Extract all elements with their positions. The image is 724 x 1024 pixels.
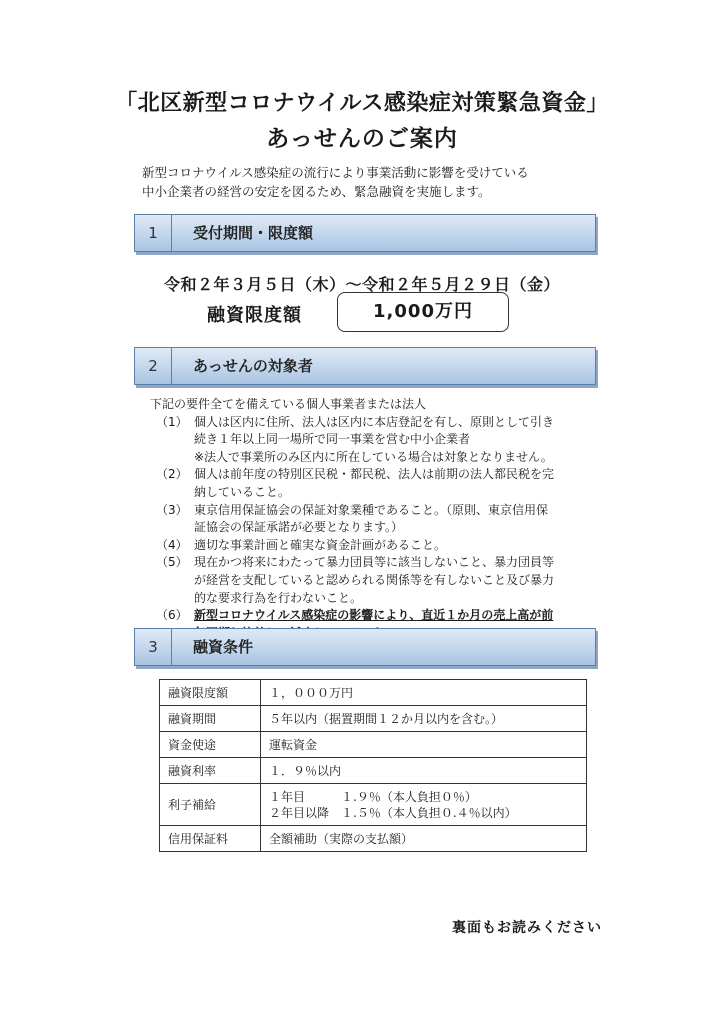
condition-label: 融資限度額 (160, 680, 261, 706)
section-header-eligibility (134, 347, 596, 385)
requirement-line: 納していること。 (194, 484, 291, 499)
condition-label: 信用保証料 (160, 826, 261, 852)
eligibility-list (150, 396, 600, 642)
loan-limit-value: 1,000万円 (337, 292, 509, 332)
condition-value (261, 784, 587, 826)
reception-period: 令和２年３月５日（木）〜令和２年５月２９日（金） (163, 275, 560, 294)
requirement-line: 証協会の保証承諾が必要となります。） (194, 520, 404, 535)
table-row (160, 784, 587, 826)
requirement-number: （5） (156, 555, 188, 570)
condition-value: 運転資金 (261, 732, 587, 758)
section-title: あっせんの対象者 (193, 357, 313, 375)
requirement-item (150, 466, 600, 501)
requirement-line: 続き１年以上同一場所で同一事業を営む中小企業者 (194, 432, 471, 447)
requirement-number: （3） (156, 502, 188, 517)
condition-label: 融資利率 (160, 758, 261, 784)
requirement-item (150, 502, 600, 537)
requirement-line: が経営を支配していると認められる関係等を有しないこと及び暴力 (194, 572, 555, 587)
intro-line: 新型コロナウイルス感染症の流行により事業活動に影響を受けている (142, 165, 529, 180)
condition-label: 利子補給 (160, 784, 261, 826)
section-number: 2 (135, 348, 172, 384)
loan-limit-label: 融資限度額 (207, 305, 302, 326)
requirement-line: 適切な事業計画と確実な資金計画があること。 (194, 537, 447, 552)
table-row (160, 732, 587, 758)
condition-value: 全額補助（実際の支払額） (261, 826, 587, 852)
section-number: 1 (135, 215, 172, 251)
requirement-number: （1） (156, 414, 188, 429)
table-row (160, 706, 587, 732)
requirement-number: （2） (156, 467, 188, 482)
intro-line: 中小企業者の経営の安定を図るため、緊急融資を実施します。 (142, 184, 491, 199)
requirement-number: （4） (156, 537, 188, 552)
table-row (160, 826, 587, 852)
table-row (160, 758, 587, 784)
footer-note: 裏面もお読みください (452, 920, 602, 936)
section-title: 受付期間・限度額 (193, 224, 314, 242)
condition-value-line: ２年目以降 １.５％（本人負担０.４％以内） (269, 805, 517, 820)
requirement-line: 現在かつ将来にわたって暴力団員等に該当しないこと、暴力団員等 (194, 555, 555, 570)
requirement-item (150, 537, 600, 555)
requirement-item (150, 414, 600, 467)
requirement-line: 個人は前年度の特別区民税・都民税、法人は前期の法人都民税を完 (194, 467, 555, 482)
condition-label: 資金使途 (160, 732, 261, 758)
document-subtitle: あっせんのご案内 (266, 126, 458, 152)
condition-label: 融資期間 (160, 706, 261, 732)
condition-value: １，０００万円 (261, 680, 587, 706)
section-header-conditions (134, 628, 596, 666)
requirement-line: 新型コロナウイルス感染症の影響により、直近１か月の売上高が前 (194, 608, 554, 623)
loan-conditions-table (159, 679, 587, 852)
intro-paragraph (142, 163, 602, 201)
eligibility-lead: 下記の要件全てを備えている個人事業者または法人 (150, 397, 427, 411)
requirement-line: 東京信用保証協会の保証対象業種であること。（原則、東京信用保 (194, 502, 549, 517)
section-number: 3 (135, 629, 172, 665)
condition-value: ５年以内（据置期間１２か月以内を含む。） (261, 706, 587, 732)
requirement-line: 個人は区内に住所、法人は区内に本店登記を有し、原則として引き (194, 414, 555, 429)
condition-value: １．９％以内 (261, 758, 587, 784)
section-title: 融資条件 (193, 638, 254, 656)
requirement-item (150, 554, 600, 607)
document-title: 「北区新型コロナウイルス感染症対策緊急資金」 (115, 91, 609, 116)
section-header-reception (134, 214, 596, 252)
requirement-number: （6） (156, 608, 188, 623)
condition-value-line: １年目 １.９％（本人負担０％） (269, 789, 477, 804)
table-row (160, 680, 587, 706)
requirement-line: 的な要求行為を行わないこと。 (194, 590, 363, 605)
requirement-note: ※法人で事業所のみ区内に所在している場合は対象となりません。 (194, 449, 553, 464)
